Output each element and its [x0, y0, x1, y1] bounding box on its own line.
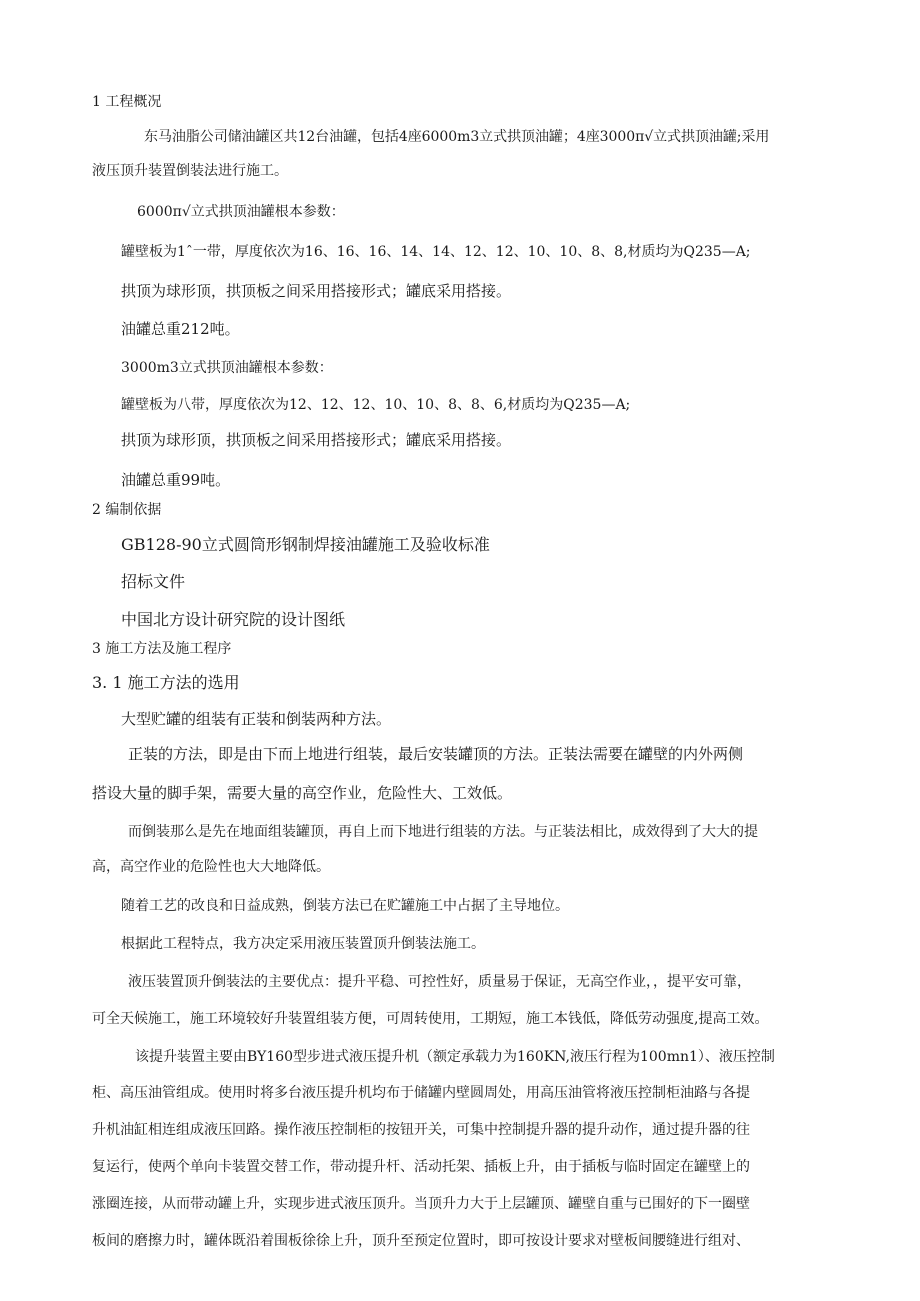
para-maturity: 随着工艺的改良和日益成熟，倒装方法已在贮罐施工中占据了主导地位。 — [121, 898, 569, 914]
para-methods: 大型贮罐的组装有正装和倒装两种方法。 — [121, 710, 392, 728]
para-device-line-3: 升机油缸相连组成液压回路。操作液压控制柜的按钮开关，可集中控制提升器的提升动作，通过提升器的往 — [92, 1122, 750, 1138]
section-1-heading: 1 工程概况 — [92, 94, 162, 110]
para-device-line-6: 板间的磨擦力时，罐体既沿着围板徐徐上升，顶升至预定位置时，即可按设计要求对壁板间腰缝进行组对、 — [92, 1233, 750, 1249]
para-advantages-line-1: 液压装置顶升倒装法的主要优点：提升平稳、可控性好，质量易于保证，无高空作业，，提平安可靠， — [128, 974, 751, 990]
para-inverted-line-2: 高，高空作业的危险性也大大地降低。 — [92, 859, 330, 875]
para-device-line-2: 柜、高压油管组成。使用时将多台液压提升机均布于储罐内壁圆周处，用高压油管将液压控制柜油路与各提 — [92, 1085, 750, 1101]
tank-3000-title: 3000m3立式拱顶油罐根本参数： — [121, 360, 333, 376]
para-device-line-5: 涨圈连接，从而带动罐上升，实现步进式液压顶升。当顶升力大于上层罐顶、罐壁自重与已围好的下一圈壁 — [92, 1196, 750, 1212]
tank-6000-roof: 拱顶为球形顶，拱顶板之间采用搭接形式；罐底采用搭接。 — [121, 282, 512, 300]
para-inverted-line-1: 而倒装那么是先在地面组装罐顶，再自上而下地进行组装的方法。与正装法相比，成效得到了大大的提 — [128, 824, 758, 840]
section-3-1-heading: 3. 1 施工方法的选用 — [92, 673, 240, 692]
para-forward-line-1: 正装的方法，即是由下而上地进行组装，最后安装罐顶的方法。正装法需要在罐壁的内外两侧 — [128, 745, 744, 763]
tank-3000-roof: 拱顶为球形顶，拱顶板之间采用搭接形式；罐底采用搭接。 — [121, 431, 512, 449]
tank-6000-title: 6000π√立式拱顶油罐根本参数： — [137, 204, 345, 220]
para-device-line-4: 复运行，使两个单向卡装置交替工作，带动提升杆、活动托架、插板上升，由于插板与临时固定在罐壁上的 — [92, 1159, 750, 1175]
tank-3000-weight: 油罐总重99吨。 — [121, 471, 231, 489]
intro-line-1: 东马油脂公司储油罐区共12台油罐，包括4座6000m3立式拱顶油罐；4座3000π√立式拱顶油罐;采用 — [144, 129, 770, 145]
basis-item: 招标文件 — [121, 572, 186, 591]
section-2-heading: 2 编制依据 — [92, 502, 162, 518]
tank-6000-weight: 油罐总重212吨。 — [121, 320, 240, 338]
tank-6000-wall: 罐壁板为1ˆ一带，厚度依次为16、16、16、14、14、12、12、10、10、8、8,材质均为Q235—A; — [121, 244, 751, 260]
para-forward-line-2: 搭设大量的脚手架，需要大量的高空作业，危险性大、工效低。 — [92, 784, 513, 802]
para-device-line-1: 该提升装置主要由BY160型步进式液压提升机（额定承载力为160KN,液压行程为100mn1）、液压控制 — [135, 1049, 775, 1065]
para-advantages-line-2: 可全天候施工，施工环境较好升装置组装方便，可周转使用，工期短，施工本钱低，降低劳动强度,提高工效。 — [92, 1011, 769, 1027]
basis-item: GB128-90立式圆筒形钢制焊接油罐施工及验收标准 — [121, 535, 490, 554]
intro-line-2: 液压顶升装置倒装法进行施工。 — [92, 163, 288, 179]
tank-3000-wall: 罐壁板为八带，厚度依次为12、12、12、10、10、8、8、6,材质均为Q235—A; — [121, 397, 631, 413]
basis-item: 中国北方设计研究院的设计图纸 — [121, 610, 346, 629]
para-decision: 根据此工程特点，我方决定采用液压装置顶升倒装法施工。 — [121, 936, 485, 952]
section-3-heading: 3 施工方法及施工程序 — [92, 641, 232, 657]
